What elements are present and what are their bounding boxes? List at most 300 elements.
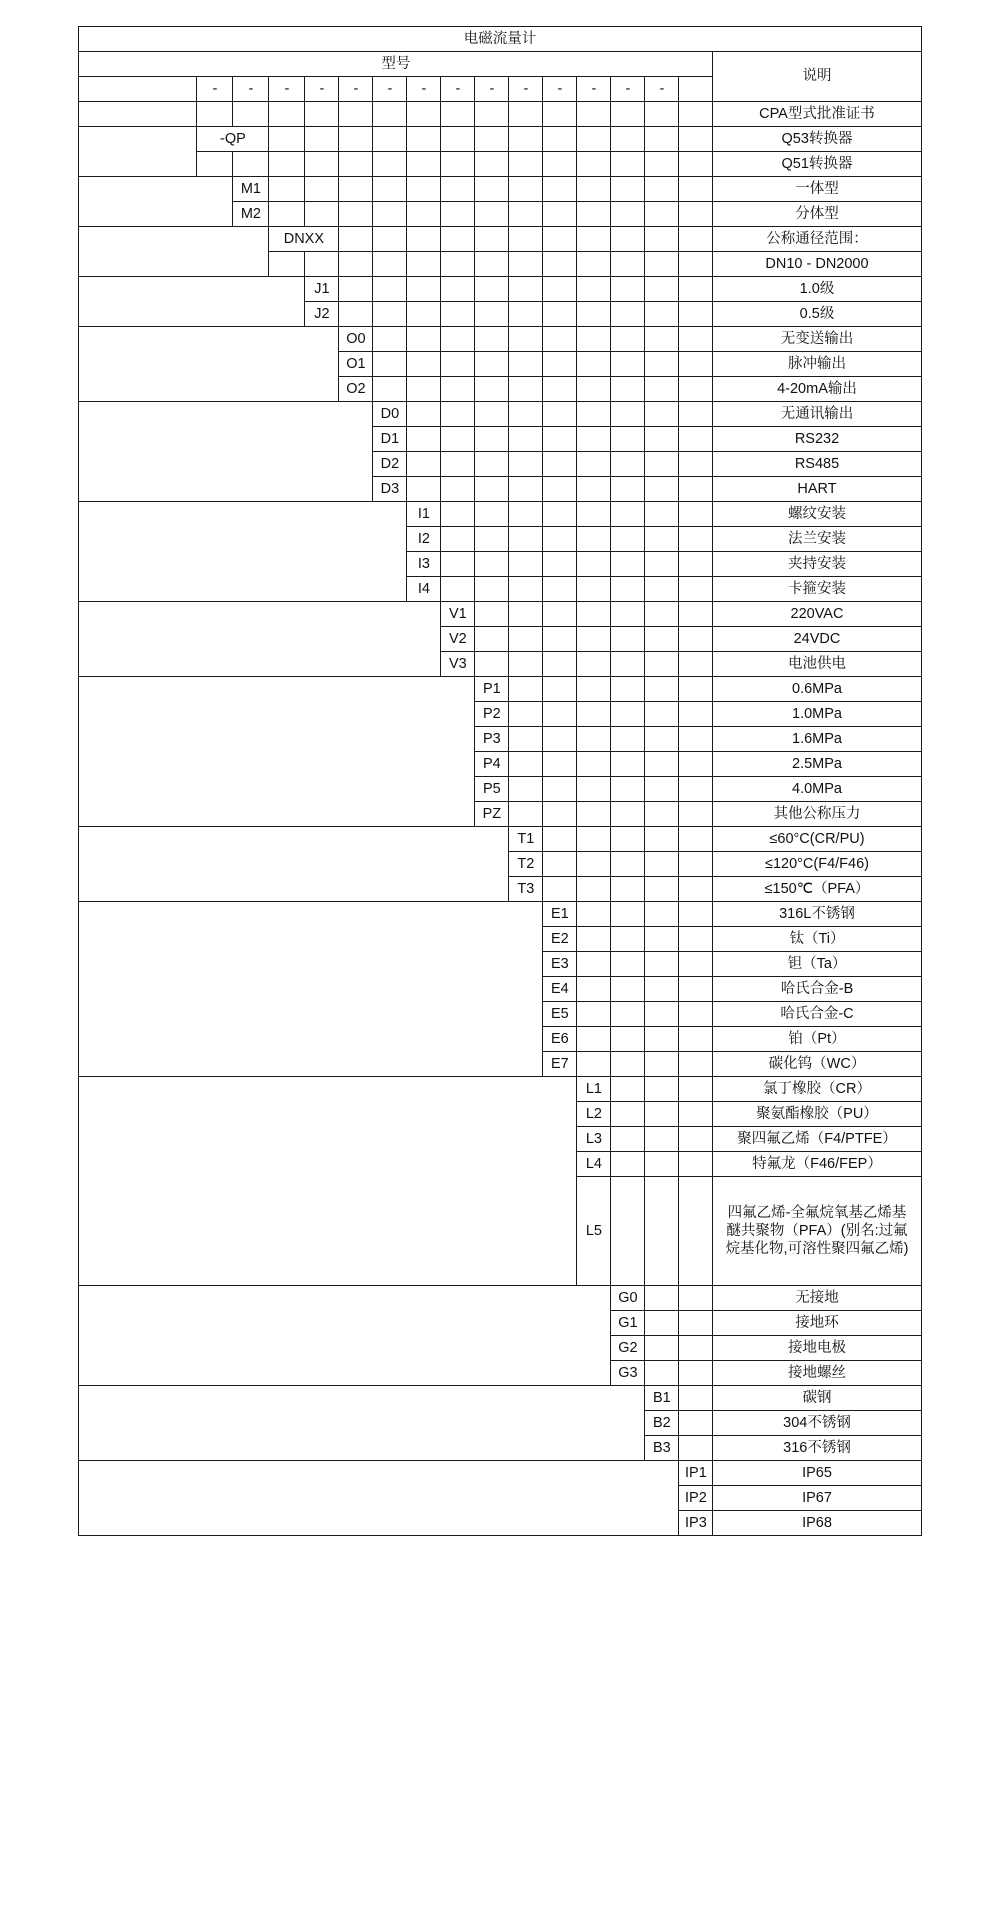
empty-cell [577, 527, 611, 552]
empty-cell [645, 102, 679, 127]
empty-cell [679, 927, 713, 952]
option-description: 公称通径范围： [713, 227, 921, 252]
option-code: E4 [543, 977, 577, 1002]
empty-cell [645, 952, 679, 977]
empty-cell [645, 752, 679, 777]
option-code: P2 [475, 702, 509, 727]
option-description: 4-20mA输出 [713, 377, 921, 402]
model-header: 型号 [79, 52, 713, 77]
empty-cell [305, 127, 339, 152]
empty-cell [645, 602, 679, 627]
model-dash-cell: - [509, 77, 543, 102]
empty-cell [679, 1386, 713, 1411]
empty-cell [611, 102, 645, 127]
empty-cell [577, 252, 611, 277]
empty-cell [679, 1177, 713, 1286]
empty-cell [577, 827, 611, 852]
group-label: 防护等级 [79, 1461, 679, 1536]
empty-cell [645, 252, 679, 277]
empty-cell [509, 452, 543, 477]
empty-cell [577, 1027, 611, 1052]
empty-cell [543, 477, 577, 502]
empty-cell [679, 202, 713, 227]
option-code: L3 [577, 1127, 611, 1152]
empty-cell [679, 1411, 713, 1436]
empty-cell [577, 552, 611, 577]
table-row [79, 152, 921, 177]
empty-cell [679, 527, 713, 552]
empty-cell [645, 527, 679, 552]
option-description: 聚四氟乙烯（F4/PTFE） [713, 1127, 921, 1152]
empty-cell [679, 952, 713, 977]
empty-cell [645, 652, 679, 677]
empty-cell [339, 177, 373, 202]
empty-cell [475, 602, 509, 627]
empty-cell [679, 402, 713, 427]
table-row [79, 677, 921, 702]
empty-cell [645, 702, 679, 727]
empty-cell [441, 302, 475, 327]
empty-cell [577, 277, 611, 302]
empty-cell [373, 227, 407, 252]
table-row [79, 177, 921, 202]
empty-cell [509, 802, 543, 827]
empty-cell [577, 677, 611, 702]
empty-cell [645, 1336, 679, 1361]
option-description: ≤150℃（PFA） [713, 877, 921, 902]
empty-cell [543, 277, 577, 302]
empty-cell [577, 752, 611, 777]
option-description: 钽（Ta） [713, 952, 921, 977]
option-description: ≤60°C(CR/PU) [713, 827, 921, 852]
empty-cell [645, 877, 679, 902]
empty-cell [407, 152, 441, 177]
empty-cell [611, 227, 645, 252]
empty-cell [577, 327, 611, 352]
group-label: 供电电源 [79, 602, 441, 677]
model-dash-cell: - [233, 77, 269, 102]
model-dash-cell: - [197, 77, 233, 102]
option-code: PZ [475, 802, 509, 827]
empty-cell [339, 302, 373, 327]
empty-cell [645, 352, 679, 377]
option-description: IP68 [713, 1511, 921, 1536]
empty-cell [679, 652, 713, 677]
group-label: 公称通径 [79, 227, 269, 277]
option-description: 螺纹安装 [713, 502, 921, 527]
empty-cell [645, 127, 679, 152]
empty-cell [373, 377, 407, 402]
empty-cell [645, 377, 679, 402]
empty-cell [611, 752, 645, 777]
option-code: G2 [611, 1336, 645, 1361]
empty-cell [611, 277, 645, 302]
empty-cell [543, 202, 577, 227]
empty-cell [577, 152, 611, 177]
empty-cell [645, 427, 679, 452]
empty-cell [645, 1152, 679, 1177]
empty-cell [441, 152, 475, 177]
empty-cell [543, 727, 577, 752]
empty-cell [373, 252, 407, 277]
empty-cell [611, 927, 645, 952]
empty-cell [611, 977, 645, 1002]
empty-cell [543, 752, 577, 777]
empty-cell [509, 477, 543, 502]
model-dash-cell [679, 77, 713, 102]
option-code: T2 [509, 852, 543, 877]
empty-cell [407, 352, 441, 377]
empty-cell [611, 477, 645, 502]
option-code: B1 [645, 1386, 679, 1411]
option-description: 316L不锈钢 [713, 902, 921, 927]
empty-cell [441, 177, 475, 202]
empty-cell [577, 852, 611, 877]
empty-cell [645, 727, 679, 752]
option-description: 1.0级 [713, 277, 921, 302]
empty-cell [679, 577, 713, 602]
empty-cell [577, 352, 611, 377]
empty-cell [645, 502, 679, 527]
option-code: I4 [407, 577, 441, 602]
empty-cell [373, 202, 407, 227]
empty-cell [611, 852, 645, 877]
option-description: CPA型式批准证书 [713, 102, 921, 127]
empty-cell [679, 752, 713, 777]
empty-cell [611, 1027, 645, 1052]
empty-cell [611, 702, 645, 727]
model-dash-cell: - [611, 77, 645, 102]
option-code: P5 [475, 777, 509, 802]
group-label: 变送输出类型 [79, 327, 339, 402]
empty-cell [543, 252, 577, 277]
empty-cell [645, 677, 679, 702]
option-code: L5 [577, 1177, 611, 1286]
empty-cell [611, 252, 645, 277]
model-dash-cell: - [441, 77, 475, 102]
empty-cell [679, 777, 713, 802]
empty-cell [611, 427, 645, 452]
empty-cell [543, 777, 577, 802]
empty-cell [269, 152, 305, 177]
empty-cell [611, 302, 645, 327]
empty-cell [679, 227, 713, 252]
empty-cell [577, 452, 611, 477]
empty-cell [543, 427, 577, 452]
empty-cell [645, 927, 679, 952]
empty-cell [577, 477, 611, 502]
option-code: P3 [475, 727, 509, 752]
empty-cell [611, 802, 645, 827]
empty-cell [373, 352, 407, 377]
empty-cell [475, 302, 509, 327]
option-code: J1 [305, 277, 339, 302]
option-description: 特氟龙（F46/FEP） [713, 1152, 921, 1177]
empty-cell [475, 552, 509, 577]
empty-cell [611, 902, 645, 927]
empty-cell [269, 202, 305, 227]
empty-cell [509, 677, 543, 702]
empty-cell [679, 327, 713, 352]
option-code: J2 [305, 302, 339, 327]
empty-cell [577, 302, 611, 327]
option-description: 接地螺丝 [713, 1361, 921, 1386]
empty-cell [611, 552, 645, 577]
option-description: 316不锈钢 [713, 1436, 921, 1461]
empty-cell [475, 327, 509, 352]
empty-cell [577, 402, 611, 427]
empty-cell [679, 727, 713, 752]
empty-cell [509, 502, 543, 527]
empty-cell [475, 152, 509, 177]
empty-cell [269, 102, 305, 127]
model-selection-table [78, 26, 921, 1536]
option-description: 304不锈钢 [713, 1411, 921, 1436]
empty-cell [645, 802, 679, 827]
option-description: 无变送输出 [713, 327, 921, 352]
empty-cell [611, 1177, 645, 1286]
empty-cell [509, 252, 543, 277]
empty-cell [611, 152, 645, 177]
empty-cell [441, 227, 475, 252]
empty-cell [509, 577, 543, 602]
empty-cell [577, 702, 611, 727]
empty-cell [269, 127, 305, 152]
empty-cell [509, 227, 543, 252]
empty-cell [679, 602, 713, 627]
option-code: V3 [441, 652, 475, 677]
empty-cell [645, 977, 679, 1002]
empty-cell [407, 452, 441, 477]
empty-cell [611, 1102, 645, 1127]
empty-cell [441, 477, 475, 502]
option-description: Q53转换器 [713, 127, 921, 152]
option-code: E1 [543, 902, 577, 927]
empty-cell [509, 302, 543, 327]
empty-cell [543, 652, 577, 677]
empty-cell [407, 427, 441, 452]
empty-cell [509, 377, 543, 402]
option-code [269, 252, 305, 277]
empty-cell [679, 627, 713, 652]
empty-cell [509, 627, 543, 652]
empty-cell [645, 327, 679, 352]
empty-cell [645, 902, 679, 927]
empty-cell [441, 552, 475, 577]
empty-cell [645, 1102, 679, 1127]
empty-cell [577, 652, 611, 677]
option-code: IP3 [679, 1511, 713, 1536]
empty-cell [441, 102, 475, 127]
option-description: 四氟乙烯-全氟烷氧基乙烯基醚共聚物（PFA）(别名:过氟烷基化物,可溶性聚四氟乙烯) [713, 1177, 921, 1286]
empty-cell [475, 652, 509, 677]
empty-cell [441, 252, 475, 277]
option-description: 1.6MPa [713, 727, 921, 752]
empty-cell [611, 1002, 645, 1027]
empty-cell [611, 177, 645, 202]
option-description: 法兰安装 [713, 527, 921, 552]
empty-cell [407, 327, 441, 352]
empty-cell [475, 277, 509, 302]
empty-cell [543, 852, 577, 877]
empty-cell [679, 252, 713, 277]
table-row [79, 1386, 921, 1411]
empty-cell [509, 277, 543, 302]
option-code: E6 [543, 1027, 577, 1052]
empty-cell [373, 102, 407, 127]
empty-cell [679, 127, 713, 152]
option-description: 钛（Ti） [713, 927, 921, 952]
option-code: V1 [441, 602, 475, 627]
model-dash-cell: - [407, 77, 441, 102]
table-row [79, 1461, 921, 1486]
description-header: 说明 [713, 52, 921, 102]
empty-cell [441, 277, 475, 302]
group-label: 安装方式 [79, 502, 407, 602]
option-code: D3 [373, 477, 407, 502]
option-description: 0.6MPa [713, 677, 921, 702]
empty-cell [269, 177, 305, 202]
dash-row-spacer [79, 77, 197, 102]
empty-cell [679, 1127, 713, 1152]
empty-cell [441, 502, 475, 527]
empty-cell [509, 702, 543, 727]
option-code: G3 [611, 1361, 645, 1386]
empty-cell [577, 727, 611, 752]
option-code: G0 [611, 1286, 645, 1311]
empty-cell [305, 102, 339, 127]
empty-cell [679, 1027, 713, 1052]
option-code: G1 [611, 1311, 645, 1336]
option-code: T3 [509, 877, 543, 902]
document-title: 电磁流量计 [79, 27, 921, 52]
empty-cell [543, 552, 577, 577]
empty-cell [577, 502, 611, 527]
option-code: I3 [407, 552, 441, 577]
empty-cell [407, 477, 441, 502]
group-label: 衬里材料 [79, 1077, 577, 1286]
empty-cell [679, 802, 713, 827]
empty-cell [611, 777, 645, 802]
table-row [79, 127, 921, 152]
empty-cell [407, 202, 441, 227]
empty-cell [407, 377, 441, 402]
option-code: L2 [577, 1102, 611, 1127]
empty-cell [611, 527, 645, 552]
empty-cell [645, 152, 679, 177]
group-label: 电极材料 [79, 902, 543, 1077]
empty-cell [543, 527, 577, 552]
empty-cell [645, 1002, 679, 1027]
empty-cell [645, 827, 679, 852]
option-code: P4 [475, 752, 509, 777]
empty-cell [577, 602, 611, 627]
empty-cell [577, 902, 611, 927]
empty-cell [543, 452, 577, 477]
empty-cell [339, 202, 373, 227]
empty-cell [645, 452, 679, 477]
empty-cell [475, 102, 509, 127]
option-description: RS232 [713, 427, 921, 452]
empty-cell [577, 777, 611, 802]
table-row [79, 327, 921, 352]
empty-cell [679, 1311, 713, 1336]
empty-cell [407, 252, 441, 277]
empty-cell [305, 177, 339, 202]
empty-cell [373, 302, 407, 327]
empty-cell [645, 1361, 679, 1386]
empty-cell [679, 302, 713, 327]
option-description: 哈氏合金-C [713, 1002, 921, 1027]
option-code: M2 [233, 202, 269, 227]
empty-cell [407, 127, 441, 152]
model-dash-cell: - [339, 77, 373, 102]
empty-cell [577, 427, 611, 452]
empty-cell [611, 202, 645, 227]
empty-cell [305, 202, 339, 227]
model-dash-cell: - [475, 77, 509, 102]
table-title-row [79, 27, 921, 52]
empty-cell [611, 452, 645, 477]
empty-cell [339, 277, 373, 302]
empty-cell [645, 202, 679, 227]
empty-cell [339, 252, 373, 277]
option-description: 铂（Pt） [713, 1027, 921, 1052]
empty-cell [645, 227, 679, 252]
empty-cell [679, 702, 713, 727]
option-code: IP2 [679, 1486, 713, 1511]
empty-cell [577, 227, 611, 252]
empty-cell [679, 1152, 713, 1177]
option-code: IP1 [679, 1461, 713, 1486]
model-dash-cell: - [305, 77, 339, 102]
empty-cell [441, 352, 475, 377]
empty-cell [475, 227, 509, 252]
option-description: 24VDC [713, 627, 921, 652]
empty-cell [611, 1077, 645, 1102]
empty-cell [543, 152, 577, 177]
empty-cell [679, 677, 713, 702]
empty-cell [373, 152, 407, 177]
option-code: E7 [543, 1052, 577, 1077]
empty-cell [611, 402, 645, 427]
option-description: 碳钢 [713, 1386, 921, 1411]
empty-cell [577, 102, 611, 127]
empty-cell [543, 127, 577, 152]
empty-cell [475, 502, 509, 527]
empty-cell [611, 127, 645, 152]
empty-cell [679, 1286, 713, 1311]
empty-cell [679, 377, 713, 402]
empty-cell [679, 1102, 713, 1127]
empty-cell [543, 352, 577, 377]
empty-cell [305, 252, 339, 277]
empty-cell [543, 577, 577, 602]
empty-cell [509, 652, 543, 677]
empty-cell [645, 1286, 679, 1311]
option-description: 夹持安装 [713, 552, 921, 577]
option-code [197, 152, 233, 177]
empty-cell [407, 177, 441, 202]
empty-cell [611, 827, 645, 852]
table-row [79, 102, 921, 127]
option-code: D0 [373, 402, 407, 427]
empty-cell [509, 152, 543, 177]
empty-cell [509, 752, 543, 777]
empty-cell [611, 502, 645, 527]
empty-cell [475, 252, 509, 277]
empty-cell [305, 152, 339, 177]
